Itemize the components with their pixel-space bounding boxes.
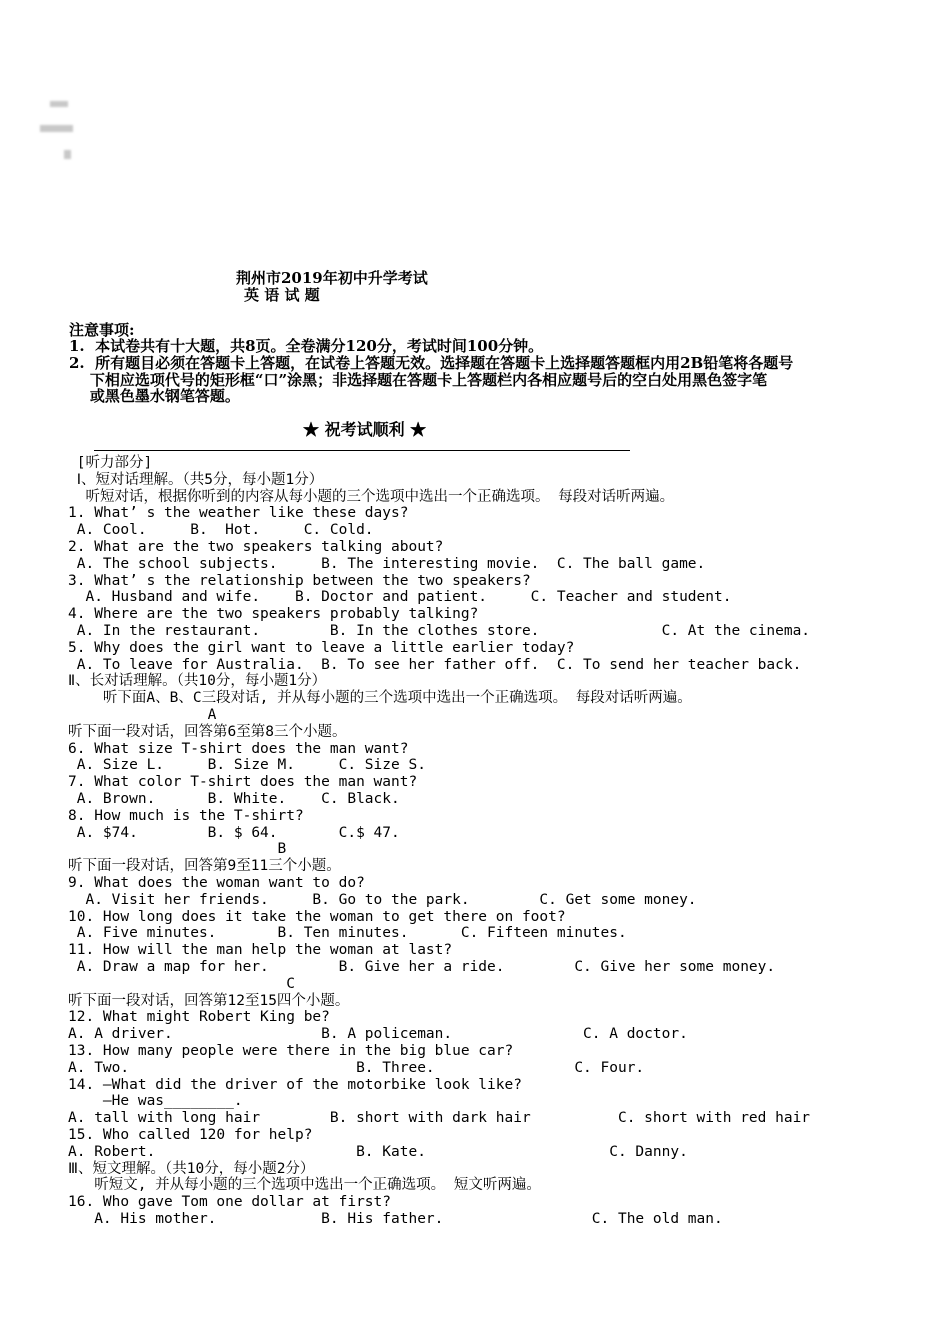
text-line: 听下面一段对话，回答第6至第8三个小题。 [68,723,347,740]
text-line: A. Visit her friends. B. Go to the park. C. Get some money. [68,891,697,908]
text-line: 7. What color T-shirt does the man want? [68,774,418,791]
text-line: 4. Where are the two speakers probably talking? [68,606,479,623]
scan-artifact [40,125,73,132]
text-line: 听下面一段对话，回答第12至15四个小题。 [68,992,350,1009]
text-line: A [68,707,217,723]
text-line: A. Husband and wife. B. Doctor and patient. C. Teacher and student. [68,589,732,606]
text-line: 13. How many people were there in the big blue car? [68,1043,514,1059]
good-luck-banner: ★ 祝考试顺利 ★ [303,420,427,439]
text-line: 12. What might Robert King be? [68,1009,330,1026]
text-line: 1. What’ s the weather like these days? [68,505,409,522]
text-line: A. Five minutes. B. Ten minutes. C. Fifteen minutes. [68,925,627,942]
exam-title: 荆州市2019年初中升学考试 [236,269,428,287]
exam-subtitle: 英 语 试 题 [244,286,320,304]
text-line: Ⅰ、短对话理解。（共5分，每小题1分） [68,471,324,488]
text-line: 听下面一段对话，回答第9至11三个小题。 [68,858,341,875]
text-line: A. The school subjects. B. The interesting movie. C. The ball game. [68,555,706,572]
notice-item-1: 1. 本试卷共有十大题，共8页。全卷满分120分，考试时间100分钟。 [69,337,544,355]
notice-heading: 注意事项: [69,321,135,339]
text-line: 9. What does the woman want to do? [68,875,365,891]
text-line: A. In the restaurant. B. In the clothes store. C. At the cinema. [68,623,811,639]
text-line: C [68,975,295,992]
text-line: A. To leave for Australia. B. To see her father off. C. To send her teacher back. [68,656,802,673]
text-line: A. $74. B. $ 64. C.$ 47. [68,824,400,841]
text-line: 2. What are the two speakers talking about? [68,539,444,555]
text-line: A. Robert. B. Kate. C. Danny. [68,1143,688,1160]
text-line: A. His mother. B. His father. C. The old man. [68,1211,723,1227]
text-line: 14. —What did the driver of the motorbike look like? [68,1076,522,1093]
text-line: A. A driver. B. A policeman. C. A doctor. [68,1026,688,1043]
scan-artifact [50,101,68,107]
text-line: 5. Why does the girl want to leave a little earlier today? [68,639,575,656]
text-line: A. Size L. B. Size M. C. Size S. [68,757,426,774]
text-line: 6. What size T-shirt does the man want? [68,740,409,757]
text-line: A. tall with long hair B. short with dark hair C. short with red hair [68,1110,811,1127]
text-line: Ⅱ、长对话理解。（共10分，每小题1分） [68,673,327,690]
text-line: A. Draw a map for her. B. Give her a ride. C. Give her some money. [68,959,776,975]
text-line: 3. What’ s the relationship between the two speakers? [68,572,531,589]
text-line: 10. How long does it take the woman to get there on foot? [68,908,566,925]
text-line: 听短文, 并从每小题的三个选项中选出一个正确选项。 短文听两遍。 [68,1177,541,1194]
text-line: [听力部分] [68,455,153,471]
text-line: Ⅲ、短文理解。（共10分，每小题2分） [68,1160,315,1177]
notice-item-2-cont: 下相应选项代号的矩形框“口”涂黑；非选择题在答题卡上答题栏内各相应题号后的空白处用黑色签字笔 [69,371,768,389]
text-line: A. Two. B. Three. C. Four. [68,1059,645,1076]
text-line: —He was________. [68,1093,243,1110]
text-line: 11. How will the man help the woman at last? [68,942,453,959]
notice-item-2-end: 或黑色墨水钢笔答题。 [69,387,240,405]
section-divider [94,450,630,451]
text-line: 听短对话，根据你听到的内容从每小题的三个选项中选出一个正确选项。 每段对话听两遍。 [68,488,675,505]
text-line: 听下面A、B、C三段对话, 并从每小题的三个选项中选出一个正确选项。 每段对话听两遍。 [68,690,692,707]
text-line: 16. Who gave Tom one dollar at first? [68,1194,392,1211]
text-line: A. Cool. B. Hot. C. Cold. [68,522,374,539]
notice-item-2: 2. 所有题目必须在答题卡上答题，在试卷上答题无效。选择题在答题卡上选择题答题框内用2B铅笔将各题号 [69,354,794,372]
text-line: 8. How much is the T-shirt? [68,807,304,824]
text-line: 15. Who called 120 for help? [68,1127,313,1143]
text-line: A. Brown. B. White. C. Black. [68,791,400,807]
scan-artifact [64,150,71,159]
text-line: B [68,841,287,858]
